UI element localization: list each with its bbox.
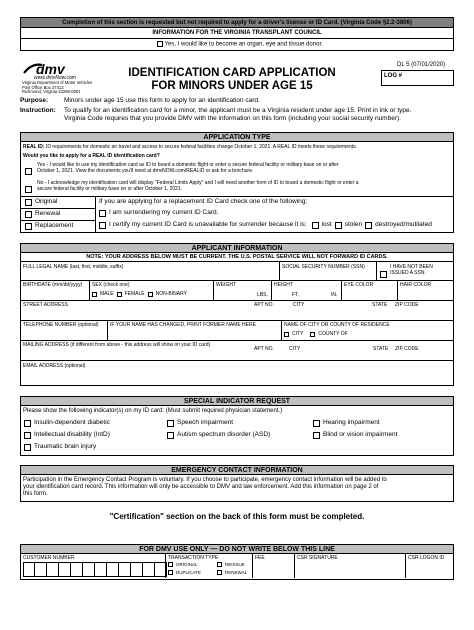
weight-field[interactable] bbox=[216, 282, 236, 288]
vision-checkbox[interactable] bbox=[313, 432, 320, 439]
no-ssn-checkbox[interactable] bbox=[380, 266, 387, 284]
application-type-heading: APPLICATION TYPE bbox=[20, 132, 454, 142]
sex-male-label: MALE bbox=[100, 291, 114, 297]
tt-renewal[interactable] bbox=[217, 570, 247, 575]
donor-option-row bbox=[20, 39, 454, 51]
type-replacement-label: Replacement bbox=[35, 222, 74, 229]
real-id-no-line2: secure federal facility or military base on or after October 1, 2021. bbox=[37, 186, 183, 192]
agency-address-line1: Post Office Box 27412 bbox=[22, 84, 64, 90]
ssn-label: SOCIAL SECURITY NUMBER (SSN) bbox=[282, 264, 365, 270]
state-label: STATE bbox=[372, 302, 388, 308]
mailing-zip-label: ZIP CODE bbox=[395, 346, 419, 352]
tt-original-label: ORIGINAL bbox=[176, 562, 198, 567]
former-name-label: IF YOUR NAME HAS CHANGED, PRINT FORMER NAME HERE bbox=[110, 322, 256, 328]
fee-field[interactable] bbox=[255, 555, 265, 561]
email-label: EMAIL ADDRESS (optional) bbox=[23, 363, 86, 369]
agency-address-line2: Richmond, Virginia 23269-0001 bbox=[22, 89, 81, 95]
height-in-unit: IN. bbox=[331, 292, 338, 298]
special-indicator-prompt: Please show the following indicator(s) on my ID card: (Must submit required physician statement.) bbox=[23, 408, 283, 414]
autism-label: Autism spectrum disorder (ASD) bbox=[177, 431, 271, 438]
real-id-yes-line1: Yes - I would like to use my identification card as ID to board a domestic flight or enter a secure federal facility or military base on or after bbox=[37, 162, 339, 168]
dmv-use-box bbox=[20, 554, 454, 580]
type-replacement-checkbox[interactable] bbox=[25, 223, 32, 230]
indicator-intellectual[interactable] bbox=[24, 431, 110, 439]
sex-nonbinary-label: NON-BINARY bbox=[155, 291, 187, 297]
unavailable-option[interactable] bbox=[99, 221, 432, 229]
reason-stolen-checkbox[interactable] bbox=[335, 222, 342, 229]
surrender-option[interactable] bbox=[99, 209, 218, 217]
agency-address bbox=[22, 81, 92, 95]
real-id-question: Would you like to apply for a REAL ID identification card? bbox=[23, 153, 160, 159]
insulin-label: Insulin-dependent diabetic bbox=[34, 419, 110, 426]
council-heading-box bbox=[20, 28, 454, 39]
real-id-info bbox=[23, 144, 453, 150]
instruction-label: Instruction: bbox=[20, 107, 56, 114]
intro-section bbox=[20, 97, 454, 123]
unavailable-label: I certify my current ID Card is unavailable for surrender because it is: bbox=[109, 221, 307, 228]
csr-logon-field[interactable] bbox=[408, 555, 444, 561]
no-ssn-label: I HAVE NOT BEEN ISSUED A SSN. bbox=[390, 264, 433, 276]
type-renewal-label: Renewal bbox=[35, 210, 61, 217]
real-id-yes-checkbox[interactable] bbox=[25, 163, 32, 181]
height-ft-unit: FT. bbox=[292, 292, 299, 298]
mailing-city-label: CITY bbox=[289, 346, 301, 352]
sex-male-checkbox[interactable] bbox=[92, 292, 97, 297]
speech-label: Speech impairment bbox=[177, 419, 233, 426]
dmv-logo-block bbox=[22, 61, 112, 95]
speech-checkbox[interactable] bbox=[167, 420, 174, 427]
purpose-text: Minors under age 15 use this form to apply for an identification card. bbox=[64, 97, 260, 104]
instruction-row bbox=[20, 107, 454, 123]
real-id-yes-option bbox=[37, 162, 451, 174]
reason-destroyed-label: destroyed/mutilated bbox=[375, 221, 432, 228]
tt-reissue[interactable] bbox=[217, 562, 245, 567]
height-label: HEIGHT bbox=[274, 282, 293, 288]
apt-label: APT NO. bbox=[254, 302, 274, 308]
real-id-text: ID requirements for domestic air travel and access to secure federal facilities change October 1, 2021. A REAL ID meets these requirements. bbox=[45, 144, 358, 150]
donor-option-label: Yes, I would like to become an organ, eye and tissue donor. bbox=[164, 41, 323, 48]
fee-label: FEE bbox=[255, 555, 265, 561]
sex-female-label: FEMALE bbox=[124, 291, 145, 297]
hearing-label: Hearing impairment bbox=[323, 419, 380, 426]
insulin-checkbox[interactable] bbox=[24, 420, 31, 427]
agency-website: www.dmvNow.com bbox=[34, 75, 76, 81]
tt-renewal-checkbox[interactable] bbox=[217, 570, 222, 575]
instruction-line2: Virginia Code requires that you provide DMV with the information on this form (including your social security number). bbox=[64, 115, 401, 122]
reason-lost-checkbox[interactable] bbox=[312, 222, 319, 229]
street-field[interactable] bbox=[23, 302, 68, 308]
emergency-line1: Participation in the Emergency Contact Program is voluntary. If you choose to participate, emergency contact information will be added to bbox=[23, 477, 387, 483]
hair-color-field[interactable] bbox=[400, 282, 431, 288]
special-indicator-heading: SPECIAL INDICATOR REQUEST bbox=[20, 396, 454, 406]
brain-injury-label: Traumatic brain injury bbox=[34, 443, 97, 450]
intellectual-checkbox[interactable] bbox=[24, 432, 31, 439]
log-label: LOG # bbox=[384, 73, 403, 79]
tt-reissue-checkbox[interactable] bbox=[217, 562, 222, 567]
height-field[interactable] bbox=[274, 282, 293, 288]
brain-injury-checkbox[interactable] bbox=[24, 444, 31, 451]
sex-label: SEX (check one) bbox=[92, 282, 130, 288]
completion-note: Completion of this section is requested but not required to apply for a driver's license or ID Card. (Virginia Code §2.2-3806) bbox=[62, 20, 412, 26]
type-original-checkbox[interactable] bbox=[25, 199, 32, 206]
ssn-field[interactable] bbox=[282, 264, 365, 270]
birthdate-field[interactable] bbox=[23, 282, 82, 288]
email-field[interactable] bbox=[23, 363, 85, 369]
phone-field[interactable] bbox=[23, 322, 99, 328]
emergency-line3: this form. bbox=[23, 491, 48, 497]
customer-number-label: CUSTOMER NUMBER bbox=[23, 555, 75, 561]
residence-county-checkbox[interactable] bbox=[310, 332, 315, 337]
certification-note: "Certification" section on the back of this form must be completed. bbox=[109, 512, 365, 521]
agency-name: Virginia Department of Motor Vehicles bbox=[22, 80, 93, 85]
residence-options bbox=[284, 331, 348, 337]
former-name-field[interactable] bbox=[110, 322, 256, 328]
form-number: DL 5 (07/01/2020) bbox=[397, 62, 446, 68]
indicator-insulin[interactable] bbox=[24, 419, 110, 427]
street-label: STREET ADDRESS bbox=[23, 302, 68, 308]
tt-renewal-label: RENEWAL bbox=[225, 570, 248, 575]
real-id-no-line1: No - I acknowledge my identification card will display "Federal Limits Apply" and I will need another form of ID to board a domestic flight or enter a bbox=[37, 180, 359, 186]
hearing-checkbox[interactable] bbox=[313, 420, 320, 427]
csr-signature-field[interactable] bbox=[297, 555, 338, 561]
tt-duplicate[interactable] bbox=[168, 570, 201, 575]
logo-wordmark: dmv bbox=[36, 61, 65, 77]
customer-number-cells[interactable] bbox=[23, 562, 167, 577]
eye-color-label: EYE COLOR bbox=[344, 282, 374, 288]
sex-options bbox=[92, 291, 187, 297]
tt-original-checkbox[interactable] bbox=[168, 562, 173, 567]
applicant-heading: APPLICANT INFORMATION bbox=[20, 243, 454, 253]
csr-logon-label: CSR LOGON ID bbox=[408, 555, 445, 561]
mailing-address-field[interactable] bbox=[23, 342, 210, 348]
mailing-state-label: STATE bbox=[373, 346, 389, 352]
real-id-label: REAL ID: bbox=[23, 144, 45, 150]
donor-checkbox[interactable] bbox=[157, 41, 163, 47]
special-indicator-box bbox=[20, 406, 454, 456]
instruction-line1: To qualify for an identification card for a minor, the applicant must be a Virginia resident under age 15. Print in ink or type. bbox=[64, 107, 412, 114]
tt-original[interactable] bbox=[168, 562, 198, 567]
real-id-no-option bbox=[37, 180, 451, 192]
surrender-checkbox[interactable] bbox=[99, 210, 106, 217]
sex-nonbinary-checkbox[interactable] bbox=[148, 292, 153, 297]
hair-color-label: HAIR COLOR bbox=[400, 282, 432, 288]
tt-duplicate-checkbox[interactable] bbox=[168, 570, 173, 575]
phone-label: TELEPHONE NUMBER (optional) bbox=[23, 322, 99, 328]
type-renewal-checkbox[interactable] bbox=[25, 211, 32, 218]
weight-unit: LBS. bbox=[257, 292, 268, 298]
completion-notice-bar bbox=[20, 17, 454, 28]
eye-color-field[interactable] bbox=[344, 282, 373, 288]
autism-checkbox[interactable] bbox=[167, 432, 174, 439]
log-number-box[interactable] bbox=[381, 70, 454, 86]
applicant-note: NOTE: YOUR ADDRESS BELOW MUST BE CURRENT. THE U.S. POSTAL SERVICE WILL NOT FORWARD ID CARDS. bbox=[20, 253, 454, 262]
city-label: CITY bbox=[293, 302, 305, 308]
purpose-row bbox=[20, 97, 454, 105]
reason-destroyed-checkbox[interactable] bbox=[365, 222, 372, 229]
indicator-vision[interactable] bbox=[313, 431, 397, 439]
tt-duplicate-label: DUPLICATE bbox=[176, 570, 201, 575]
mailing-apt-label: APT NO. bbox=[254, 346, 274, 352]
transaction-type-label: TRANSACTION TYPE bbox=[168, 555, 219, 561]
emergency-line2: your identification card record. This information will only be accessible to DMV and law enforcement. Add this information on page 2 of bbox=[23, 484, 379, 490]
applicant-box bbox=[20, 262, 454, 386]
type-original[interactable] bbox=[25, 198, 57, 206]
surrender-label: I am surrendering my current ID Card. bbox=[109, 209, 219, 216]
full-name-field[interactable] bbox=[23, 264, 123, 270]
indicator-hearing[interactable] bbox=[313, 419, 380, 427]
emergency-box bbox=[20, 475, 454, 502]
form-title-line1: IDENTIFICATION CARD APPLICATION bbox=[128, 67, 336, 79]
form-title-line2: FOR MINORS UNDER AGE 15 bbox=[151, 80, 313, 92]
birthdate-label: BIRTHDATE (mm/dd/yyyy) bbox=[23, 282, 83, 288]
replacement-prompt: If you are applying for a replacement ID Card check one of the following; bbox=[99, 198, 308, 205]
tt-reissue-label: REISSUE bbox=[225, 562, 245, 567]
indicator-autism[interactable] bbox=[167, 431, 270, 439]
reason-stolen-label: stolen bbox=[344, 221, 363, 228]
dmv-use-heading: FOR DMV USE ONLY — DO NOT WRITE BELOW THIS LINE bbox=[20, 544, 454, 554]
type-original-label: Original bbox=[35, 198, 58, 205]
real-id-yes-line2: October 1, 2021. View the documents you'll need at dmvNOW.com/REALID or ask for a brochure. bbox=[37, 168, 254, 174]
vision-label: Blind or vision impairment bbox=[323, 431, 398, 438]
form-title bbox=[112, 67, 352, 93]
residence-city-label: CITY bbox=[292, 331, 304, 337]
residence-city-checkbox[interactable] bbox=[284, 332, 289, 337]
zip-label: ZIP CODE bbox=[395, 302, 419, 308]
weight-label: WEIGHT bbox=[216, 282, 236, 288]
type-replacement[interactable] bbox=[25, 222, 73, 230]
emergency-heading: EMERGENCY CONTACT INFORMATION bbox=[20, 465, 454, 475]
full-name-label: FULL LEGAL NAME (last, first, middle, suffix) bbox=[23, 264, 124, 270]
purpose-label: Purpose: bbox=[20, 97, 49, 104]
residence-label: NAME OF CITY OR COUNTY OF RESIDENCE bbox=[284, 322, 390, 328]
application-type-box bbox=[20, 142, 454, 233]
indicator-speech[interactable] bbox=[167, 419, 233, 427]
unavailable-checkbox[interactable] bbox=[99, 222, 106, 229]
council-heading: INFORMATION FOR THE VIRGINIA TRANSPLANT COUNCIL bbox=[152, 30, 322, 36]
mailing-label: MAILING ADDRESS (if different from above - this address will show on your ID card) bbox=[23, 342, 211, 348]
reason-lost-label: lost bbox=[321, 221, 332, 228]
residence-county-label: COUNTY OF bbox=[318, 331, 348, 337]
type-renewal[interactable] bbox=[25, 210, 60, 218]
csr-signature-label: CSR SIGNATURE bbox=[297, 555, 338, 561]
indicator-brain[interactable] bbox=[24, 443, 96, 451]
sex-female-checkbox[interactable] bbox=[117, 292, 122, 297]
intellectual-label: Intellectual disability (IntD) bbox=[34, 431, 110, 438]
